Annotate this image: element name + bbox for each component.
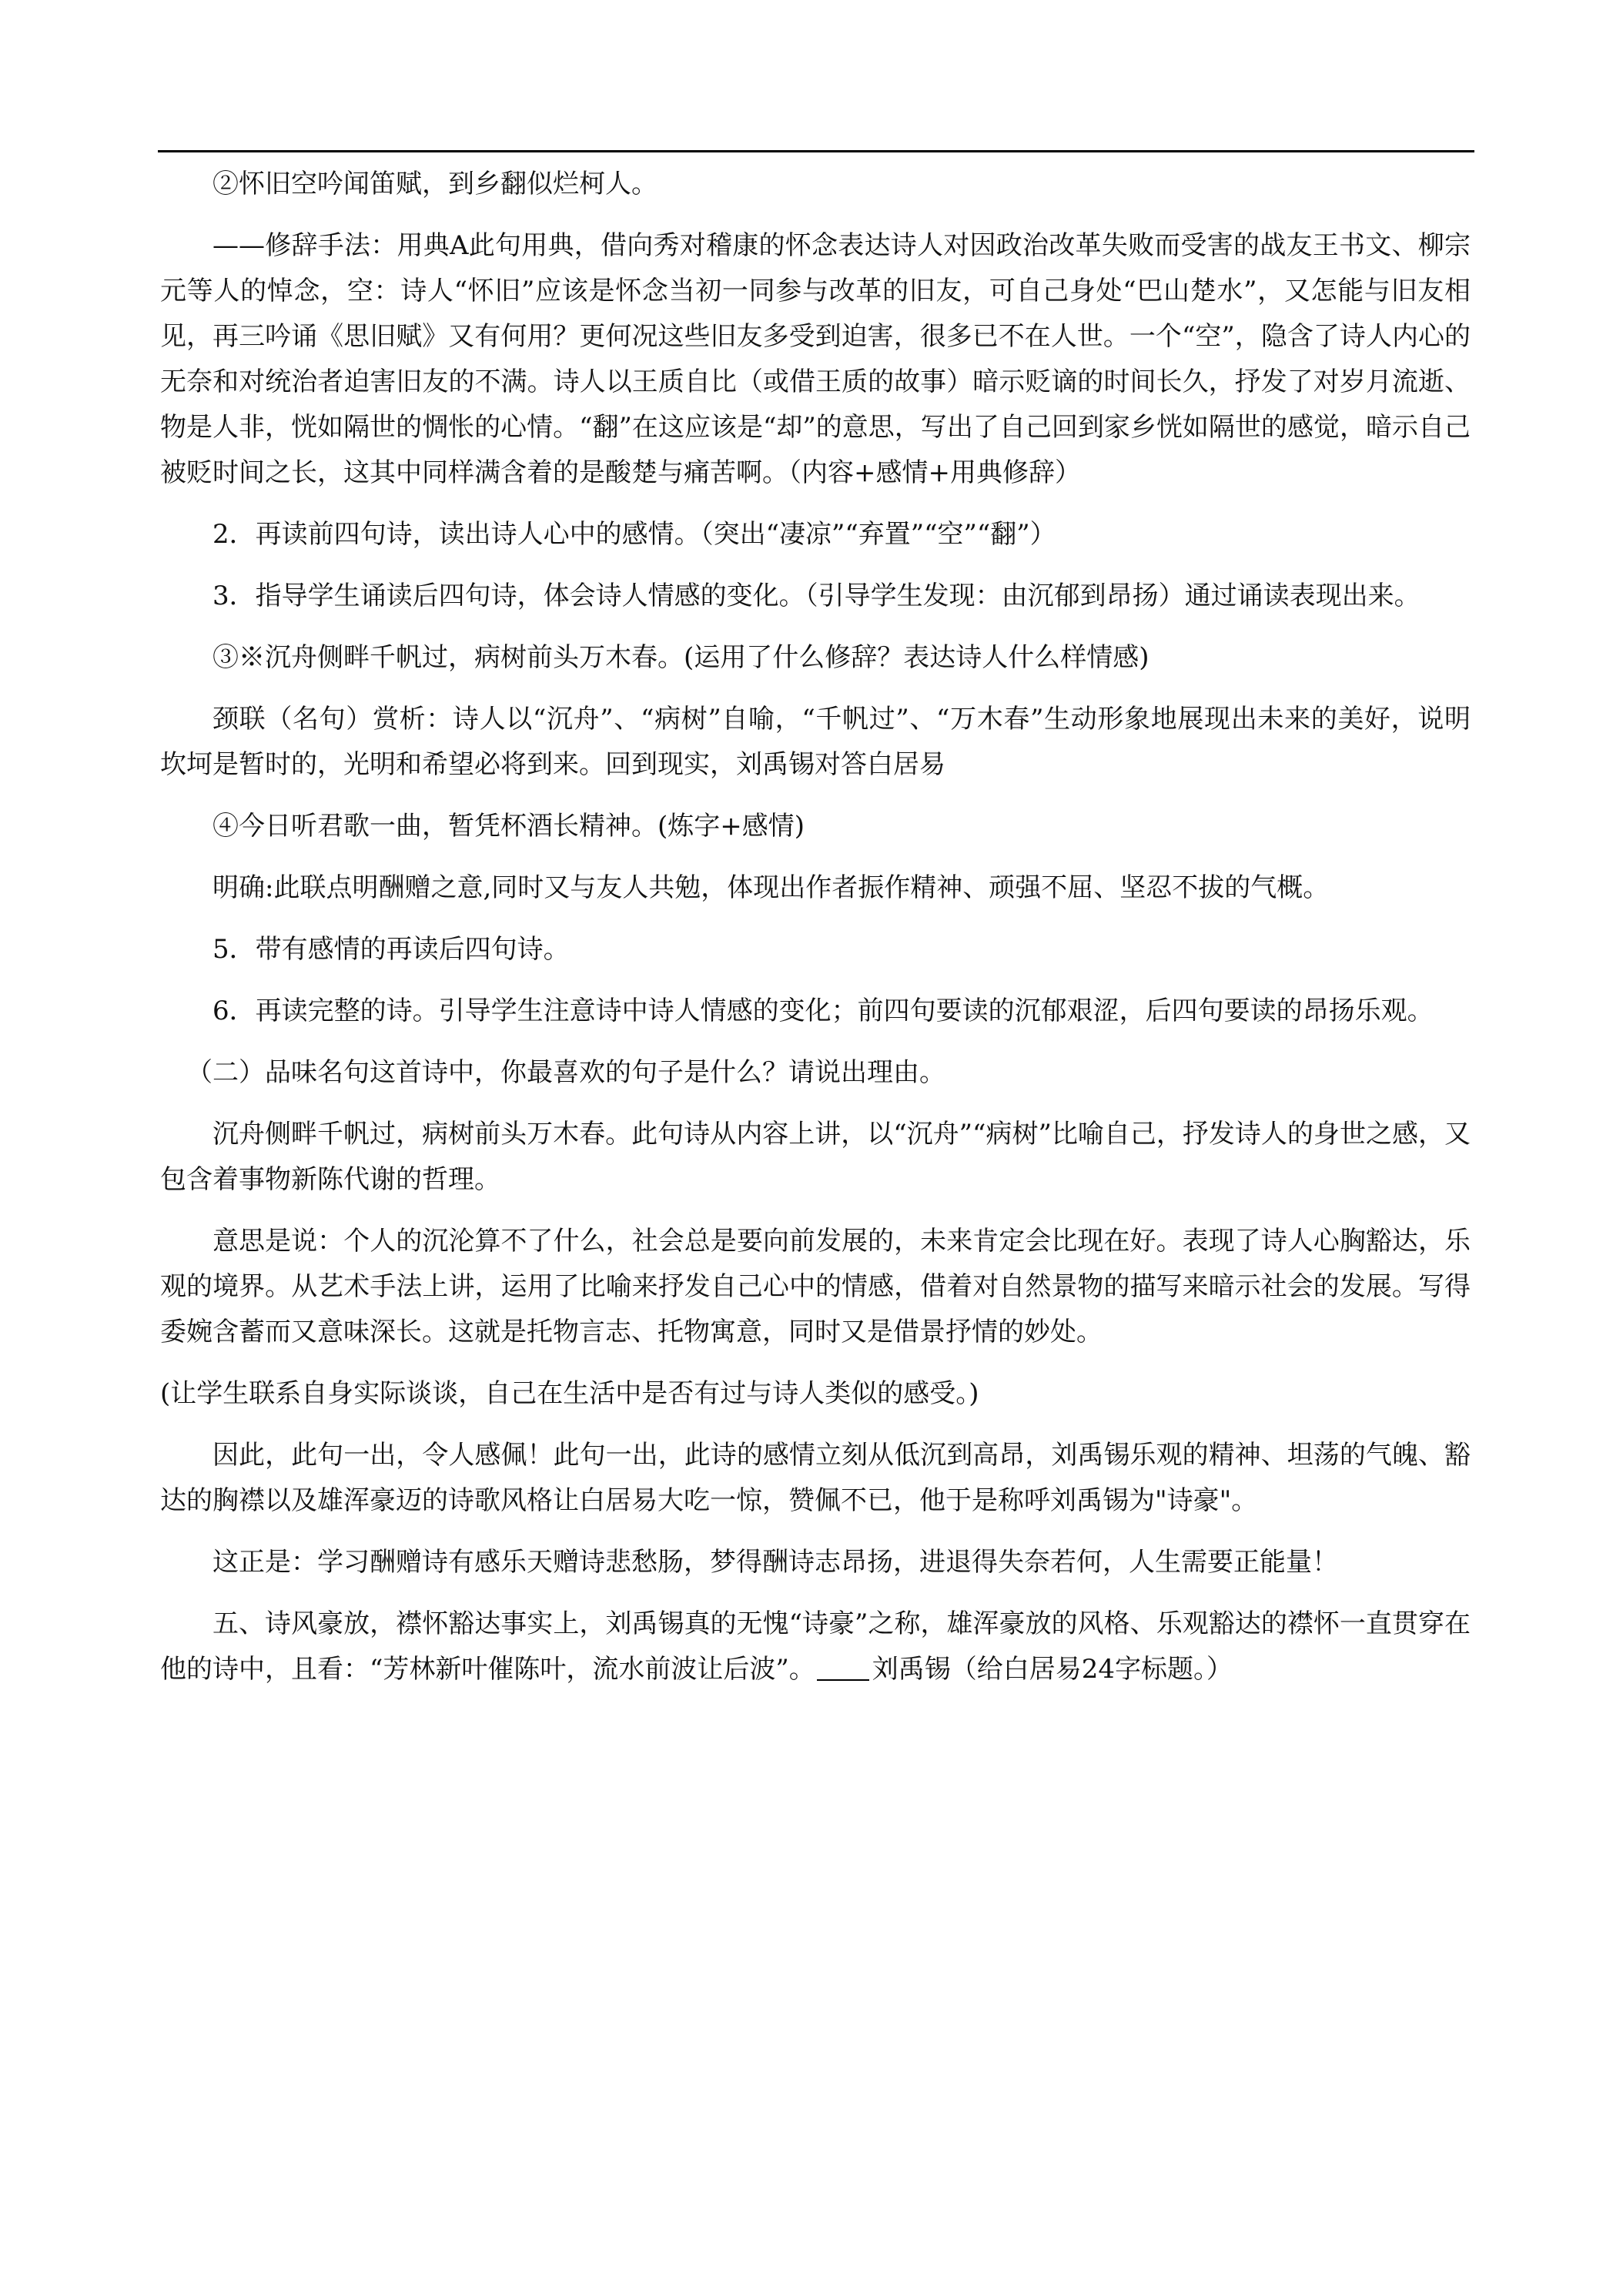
paragraph-couplet-appreciation: 颈联（名句）赏析：诗人以“沉舟”、“病树”自喻，“千帆过”、“万木春”生动形象地展现出未来的美好，说明坎坷是暂时的，光明和希望必将到来。回到现实，刘禹锡对答白居易 — [160, 704, 1471, 780]
section-heading-famous-lines: （二）品味名句这首诗中，你最喜欢的句子是什么？请说出理由。 — [186, 1057, 945, 1088]
paragraph-clarification: 明确:此联点明酬赠之意,同时又与友人共勉，体现出作者振作精神、顽强不屈、坚忍不拔的气概。 — [212, 872, 1330, 903]
paragraph-step-5: 5．带有感情的再读后四句诗。 — [212, 934, 570, 965]
paragraph-poetic-style — [160, 1602, 1471, 1692]
paragraph-student-reflection: (让学生联系自身实际谈谈，自己在生活中是否有过与诗人类似的感受。) — [160, 1378, 979, 1409]
poetic-style-text: 五、诗风豪放，襟怀豁达事实上，刘禹锡真的无愧“诗豪”之称，雄浑豪放的风格、乐观豁达的襟怀一直贯穿在他的诗中，且看：“芳林新叶催陈叶，流水前波让后波”。 — [160, 1608, 1471, 1685]
paragraph-summary-verse: 这正是：学习酬赠诗有感乐天赠诗悲愁肠，梦得酬诗志昂扬，进退得失奈若何，人生需要正能量！ — [212, 1547, 1338, 1578]
paragraph-quote-line-5: ③※沉舟侧畔千帆过，病树前头万木春。(运用了什么修辞？表达诗人什么样情感) — [212, 642, 1149, 673]
paragraph-quote-line-7: ④今日听君歌一曲，暂凭杯酒长精神。(炼字+感情) — [212, 811, 805, 842]
poetic-style-tail: 刘禹锡（给白居易24字标题。） — [872, 1654, 1233, 1685]
paragraph-rhetoric-analysis: ——修辞手法：用典A此句用典，借向秀对稽康的怀念表达诗人对因政治改革失败而受害的战友王书文、柳宗元等人的悼念，空：诗人“怀旧”应该是怀念当初一同参与改革的旧友，可自己身处“巴山楚水”，又怎能与旧友相见，再三吟诵《思旧赋》又有何用？更何况这些旧友多受到迫害，很多已不在人世。一个“空”，隐含了诗人内心的无奈和对统治者迫害旧友的不满。诗人以王质自比（或借王质的故事）暗示贬谪的时间长久，抒发了对岁月流逝、物是人非，恍如隔世的惆怅的心情。“翻”在这应该是“却”的意思，写出了自己回到家乡恍如隔世的感觉，暗示自己被贬时间之长，这其中同样满含着的是酸楚与痛苦啊。（内容+感情+用典修辞） — [160, 230, 1471, 488]
paragraph-poet-hero: 因此，此句一出，令人感佩！此句一出，此诗的感情立刻从低沉到高昂，刘禹锡乐观的精神、坦荡的气魄、豁达的胸襟以及雄浑豪迈的诗歌风格让白居易大吃一惊，赞佩不已，他于是称呼刘禹锡为"诗豪"。 — [160, 1440, 1471, 1516]
paragraph-step-6: 6．再读完整的诗。引导学生注意诗中诗人情感的变化；前四句要读的沉郁艰涩，后四句要读的昂扬乐观。 — [212, 996, 1434, 1026]
header-rule — [158, 150, 1474, 152]
paragraph-step-3: 3．指导学生诵读后四句诗，体会诗人情感的变化。（引导学生发现：由沉郁到昂扬）通过诵读表现出来。 — [212, 581, 1421, 611]
fill-in-blank — [817, 1653, 869, 1681]
paragraph-quote-line-3: ②怀旧空吟闻笛赋，到乡翻似烂柯人。 — [212, 169, 658, 199]
document-body — [160, 162, 1471, 1709]
paragraph-step-2: 2．再读前四句诗，读出诗人心中的感情。（突出“凄凉”“弃置”“空”“翻”） — [212, 519, 1056, 550]
paragraph-meaning: 意思是说：个人的沉沦算不了什么，社会总是要向前发展的，未来肯定会比现在好。表现了诗人心胸豁达，乐观的境界。从艺术手法上讲，运用了比喻来抒发自己心中的情感，借着对自然景物的描写来暗示社会的发展。写得委婉含蓄而又意味深长。这就是托物言志、托物寓意，同时又是借景抒情的妙处。 — [160, 1226, 1471, 1347]
paragraph-famous-line-analysis: 沉舟侧畔千帆过，病树前头万木春。此句诗从内容上讲，以“沉舟”“病树”比喻自己，抒发诗人的身世之感，又包含着事物新陈代谢的哲理。 — [160, 1119, 1471, 1195]
